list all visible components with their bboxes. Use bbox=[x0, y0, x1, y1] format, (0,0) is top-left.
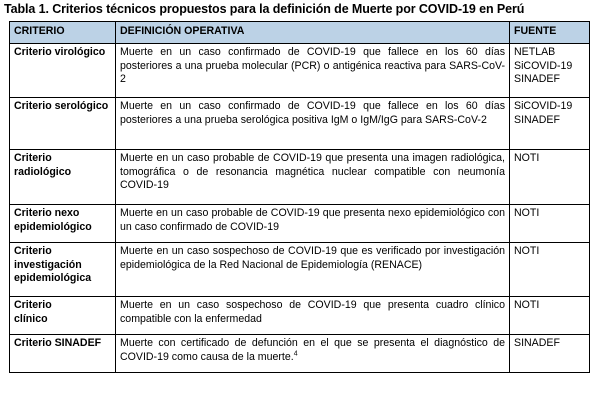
definicion-cell: Muerte en un caso confirmado de COVID-19 que fallece en los 60 días posteriores a una prueba molecular (PCR) o antigénica reactiva para SARS-CoV-2 bbox=[116, 44, 510, 98]
criterio-cell: Criterio serológico bbox=[10, 98, 116, 150]
criterio-cell bbox=[10, 243, 116, 297]
header-definicion: DEFINICIÓN OPERATIVA bbox=[116, 22, 510, 44]
header-fuente: FUENTE bbox=[510, 22, 590, 44]
table-row bbox=[10, 243, 590, 297]
criterio-cell: Criterio radiológico bbox=[10, 150, 116, 205]
criterio-line: Criterio bbox=[14, 299, 52, 311]
criterio-line: investigación bbox=[14, 258, 82, 271]
fuente-item: SINADEF bbox=[514, 337, 560, 349]
criterio-line: Criterio bbox=[14, 245, 52, 257]
fuente-item: NOTI bbox=[514, 152, 540, 164]
fuente-item: NOTI bbox=[514, 299, 540, 311]
criterio-cell bbox=[10, 297, 116, 335]
criterio-cell: Criterio SINADEF bbox=[10, 335, 116, 373]
table-title: Tabla 1. Criterios técnicos propuestos para la definición de Muerte por COVID-19 en Perú bbox=[4, 2, 525, 16]
criterio-line: Criterio nexo bbox=[14, 207, 80, 219]
fuente-item: NOTI bbox=[514, 207, 540, 219]
definicion-cell: Muerte en un caso probable de COVID-19 que presenta nexo epidemiológico con un caso confirmado de COVID-19 bbox=[116, 205, 510, 243]
fuente-cell bbox=[510, 98, 590, 150]
fuente-cell bbox=[510, 335, 590, 373]
fuente-item: SINADEF bbox=[514, 73, 560, 86]
criterio-line: epidemiológico bbox=[14, 220, 92, 233]
criterio-line: epidemiológica bbox=[14, 272, 92, 285]
footnote-marker: 4 bbox=[293, 350, 298, 358]
table-row bbox=[10, 297, 590, 335]
fuente-item: SiCOVID-19 bbox=[514, 100, 573, 112]
fuente-item: SiCOVID-19 bbox=[514, 59, 573, 72]
table-row bbox=[10, 335, 590, 373]
header-criterio: CRITERIO bbox=[10, 22, 116, 44]
fuente-cell bbox=[510, 243, 590, 297]
definicion-text: Muerte con certificado de defunción en el que se presenta el diagnóstico de COVID-19 como causa de la muerte. bbox=[120, 337, 505, 363]
fuente-cell bbox=[510, 150, 590, 205]
fuente-cell bbox=[510, 297, 590, 335]
table-row bbox=[10, 150, 590, 205]
fuente-cell bbox=[510, 205, 590, 243]
fuente-cell bbox=[510, 44, 590, 98]
table-row bbox=[10, 44, 590, 98]
criteria-table bbox=[9, 21, 590, 373]
criterio-cell: Criterio virológico bbox=[10, 44, 116, 98]
header-row bbox=[10, 22, 590, 44]
table-row bbox=[10, 205, 590, 243]
criterio-line: clínico bbox=[14, 312, 48, 325]
definicion-cell: Muerte en un caso confirmado de COVID-19 que fallece en los 60 días posteriores a una prueba serológica positiva IgM o IgM/IgG para SARS-CoV-2 bbox=[116, 98, 510, 150]
definicion-cell: Muerte en un caso sospechoso de COVID-19 que es verificado por investigación epidemiológica de la Red Nacional de Epidemiología (RENACE) bbox=[116, 243, 510, 297]
definicion-cell: Muerte en un caso sospechoso de COVID-19 que presenta cuadro clínico compatible con la enfermedad bbox=[116, 297, 510, 335]
criterio-cell bbox=[10, 205, 116, 243]
fuente-item: SINADEF bbox=[514, 113, 560, 126]
definicion-cell: Muerte en un caso probable de COVID-19 que presenta una imagen radiológica, tomográfica o de resonancia magnética nuclear compatible con neumonía COVID-19 bbox=[116, 150, 510, 205]
fuente-item: NOTI bbox=[514, 245, 540, 257]
fuente-item: NETLAB bbox=[514, 46, 556, 58]
definicion-cell bbox=[116, 335, 510, 373]
table-row bbox=[10, 98, 590, 150]
